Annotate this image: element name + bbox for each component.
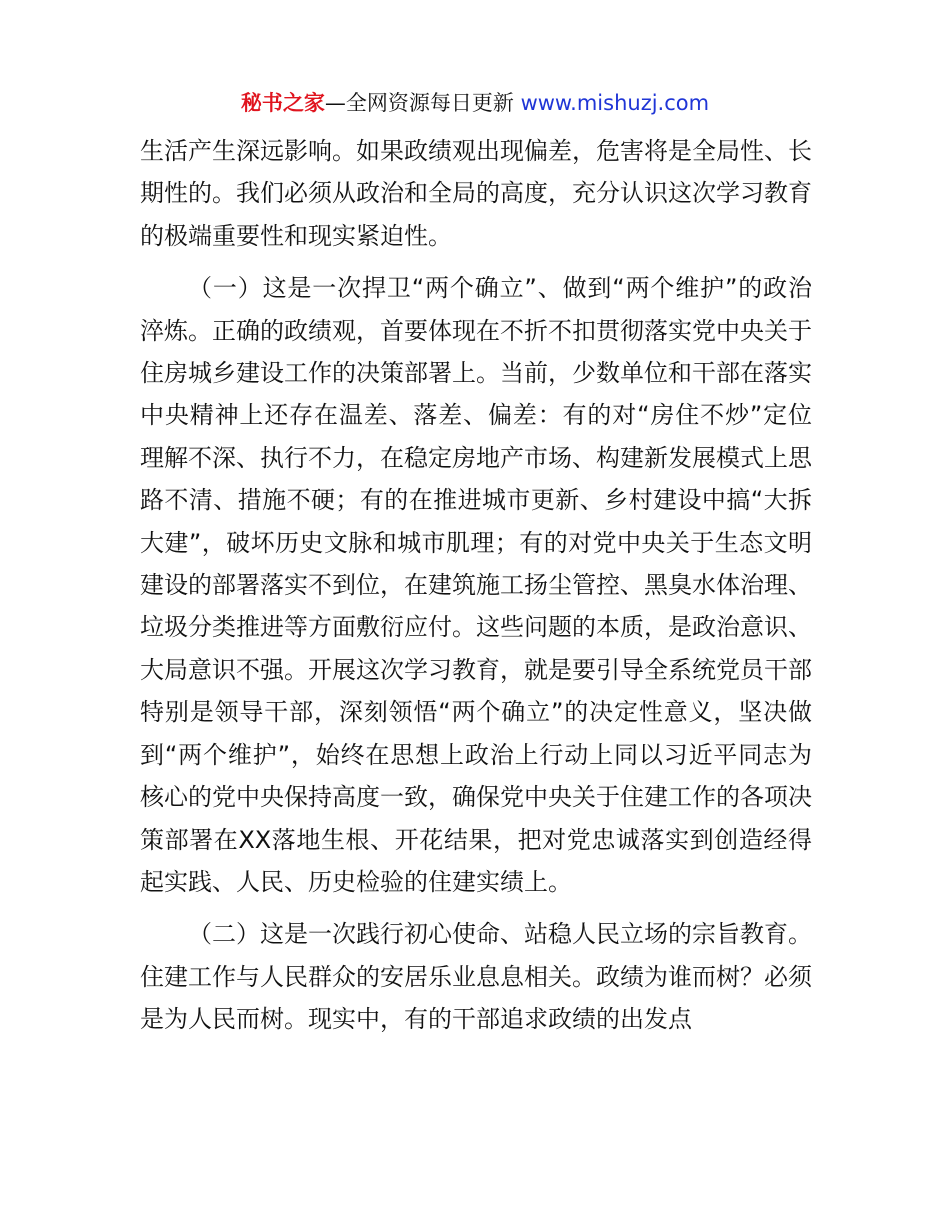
header-site-link[interactable]: www.mishuzj.com — [520, 91, 710, 115]
page-header — [0, 88, 950, 118]
header-brand: 秘书之家 — [240, 91, 325, 115]
paragraph-section-two: （二）这是一次践行初心使命、站稳人民立场的宗旨教育。住建工作与人民群众的安居乐业息息相关。政绩为谁而树？必须是为人民而树。现实中，有的干部追求政绩的出发点 — [140, 920, 812, 1034]
header-tagline: —全网资源每日更新 — [324, 91, 521, 115]
paragraph-section-one: （一）这是一次捍卫“两个确立”、做到“两个维护”的政治淬炼。正确的政绩观，首要体现在不折不扣贯彻落实党中央关于住房城乡建设工作的决策部署上。当前，少数单位和干部在落实中央精神上还存在温差、落差、偏差：有的对“房住不炒”定位理解不深、执行不力，在稳定房地产市场、构建新发展模式上思路不清、措施不硬；有的在推进城市更新、乡村建设中搞“大拆大建”，破坏历史文脉和城市肌理；有的对党中央关于生态文明建设的部署落实不到位，在建筑施工扬尘管控、黑臭水体治理、垃圾分类推进等方面敷衍应付。这些问题的本质，是政治意识、大局意识不强。开展这次学习教育，就是要引导全系统党员干部特别是领导干部，深刻领悟“两个确立”的决定性意义，坚决做到“两个维护”，始终在思想上政治上行动上同以习近平同志为核心的党中央保持高度一致，确保党中央关于住建工作的各项决策部署在XX落地生根、开花结果，把对党忠诚落实到创造经得起实践、人民、历史检验的住建实绩上。 — [140, 274, 812, 896]
paragraph-continuation: 生活产生深远影响。如果政绩观出现偏差，危害将是全局性、长期性的。我们必须从政治和全局的高度，充分认识这次学习教育的极端重要性和现实紧迫性。 — [140, 137, 812, 250]
document-body — [140, 130, 812, 1051]
